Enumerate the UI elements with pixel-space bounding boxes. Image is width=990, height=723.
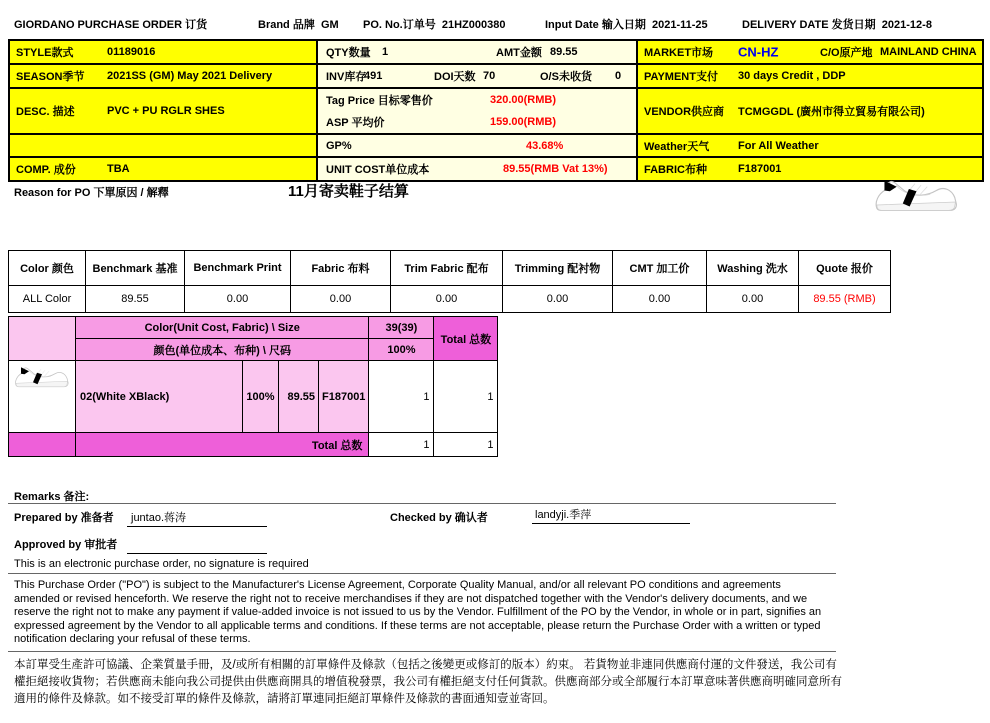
- inventory-label: INV库存: [326, 71, 367, 83]
- total-row-image-cell: [9, 433, 76, 457]
- divider-line-3: [8, 651, 836, 652]
- color-data-row: [9, 361, 498, 433]
- order-header-block: [8, 39, 984, 182]
- colorway-pct-cell: 100%: [243, 361, 279, 433]
- benchmark-data-row: [9, 286, 891, 313]
- colorway-fabric-cell: F187001: [319, 361, 369, 433]
- prepared-by-label: Prepared by 准备者: [14, 512, 114, 524]
- size-header-row-1: [9, 317, 498, 339]
- unit-cost-label: UNIT COST单位成本: [326, 164, 430, 176]
- season-label: SEASON季节: [16, 71, 85, 83]
- weather-label: Weather天气: [644, 140, 710, 153]
- electronic-po-note: This is an electronic purchase order, no signature is required: [14, 558, 309, 570]
- description-row: [10, 87, 982, 133]
- colorway-cost-cell: 89.55: [279, 361, 319, 433]
- doi-value: 70: [483, 70, 496, 82]
- checked-signature-line: [532, 523, 690, 524]
- col-header-color: Color 颜色: [9, 251, 86, 286]
- gp-row: [10, 133, 982, 156]
- input-date-field: [545, 16, 708, 32]
- colorway-total-cell: 1: [434, 361, 498, 433]
- row-shoe-image: [11, 363, 71, 393]
- cell-quote: 89.55 (RMB): [799, 286, 891, 313]
- market-label: MARKET市场: [644, 47, 714, 59]
- col-header-washing: Washing 洗水: [707, 251, 799, 286]
- divider-line-2: [8, 573, 836, 574]
- style-value: 01189016: [107, 46, 156, 58]
- checked-by-label: Checked by 确认者: [390, 512, 488, 524]
- row-shoe-image-cell: [9, 361, 76, 433]
- amt-label: AMT金额: [496, 47, 542, 59]
- document-title: GIORDANO PURCHASE ORDER 订货: [14, 19, 208, 31]
- benchmark-cost-table: [8, 250, 891, 313]
- col-header-benchmark-print: Benchmark Print: [185, 251, 291, 286]
- size-header-row-2: [9, 339, 498, 361]
- vendor-label: VENDOR供应商: [644, 106, 725, 118]
- prepared-signature-line: [127, 526, 267, 527]
- delivery-date-field: [742, 16, 932, 32]
- input-date-value: 2021-11-25: [651, 19, 708, 31]
- checked-by-value: landyji.季萍: [535, 509, 592, 521]
- season-value: 2021SS (GM) May 2021 Delivery: [107, 70, 273, 82]
- country-of-origin-value: MAINLAND CHINA: [880, 46, 977, 58]
- weather-value: For All Weather: [738, 139, 819, 152]
- prepared-by-value: juntao.蒋涛: [131, 512, 187, 524]
- color-size-table: [8, 316, 498, 457]
- description-label: DESC. 描述: [16, 106, 75, 118]
- payment-label: PAYMENT支付: [644, 71, 718, 83]
- total-row-label: Total 总数: [76, 433, 369, 457]
- unit-cost-value: 89.55(RMB Vat 13%): [503, 163, 608, 175]
- brand-label: Brand 品牌: [258, 19, 315, 31]
- size-39-header: 39(39): [369, 317, 434, 339]
- style-label: STYLE款式: [16, 47, 74, 59]
- fabric-label: FABRIC布种: [644, 164, 707, 176]
- total-row: [9, 433, 498, 457]
- brand-field: [258, 16, 339, 32]
- legal-terms-chinese: 本訂單受生產許可協議、企業質量手冊，及/或所有相關的訂單條件及條款（包括之後變更或修訂的版本）約束。 若貨物並非連同供應商付運的文件發送，我公司有權拒絕接收貨物；若供應商未能向我公司提供由供應商開具的增值稅發票，我公司有權拒絕支付任何貨款。供應商部分或全部履行本訂單意味著供應商明確同意所有適用的條件及條款。如不接受訂單的條件及條款，請將訂單連同拒絕訂單條件及條款的書面通知壹並寄回。: [14, 659, 842, 705]
- group-header-en: Color(Unit Cost, Fabric) \ Size: [76, 317, 369, 339]
- po-number-value: 21HZ000380: [441, 19, 506, 31]
- country-of-origin-label: C/O原产地: [820, 47, 873, 59]
- reason-note: 11月寄卖鞋子结算: [288, 183, 409, 200]
- brand-value: GM: [320, 19, 339, 31]
- composition-value: TBA: [107, 163, 130, 175]
- style-row: [10, 41, 982, 63]
- input-date-label: Input Date 输入日期: [545, 19, 646, 31]
- image-header-cell: [9, 317, 76, 361]
- col-header-trimming: Trimming 配衬物: [503, 251, 613, 286]
- product-shoe-image: [868, 176, 962, 218]
- divider-line-1: [8, 503, 836, 504]
- total-row-total: 1: [434, 433, 498, 457]
- composition-label: COMP. 成份: [16, 164, 76, 176]
- benchmark-header-row: [9, 251, 891, 286]
- market-value: CN-HZ: [738, 44, 779, 60]
- cell-cmt: 0.00: [613, 286, 707, 313]
- cell-benchmark: 89.55: [86, 286, 185, 313]
- col-header-cmt: CMT 加工价: [613, 251, 707, 286]
- description-value: PVC + PU RGLR SHES: [107, 105, 225, 117]
- delivery-date-label: DELIVERY DATE 发货日期: [742, 19, 876, 31]
- size-pct-header: 100%: [369, 339, 434, 361]
- asp-value: 159.00(RMB): [490, 116, 557, 128]
- outstanding-value: 0: [615, 70, 622, 82]
- approved-signature-line: [127, 553, 267, 554]
- remarks-title: Remarks 备注:: [14, 491, 90, 503]
- gp-value: 43.68%: [526, 139, 564, 152]
- col-header-trim-fabric: Trim Fabric 配布: [391, 251, 503, 286]
- legal-terms-english: This Purchase Order ("PO") is subject to the Manufacturer's License Agreement, Corporate Quality Manual, and/or all relevant PO conditions and agreements amended or revised henceforth. We reserve the right not to receive merchandises if they are not dispatched together with the Vendor's delivery documents, and we reserve the right not to make any payment if value-added invoice is not issued to us by the Vendor. Fulfillment of the PO by the Vendor, in whole or in part, signifies an expressed agreement by the Vendor to all applicable terms and conditions. If these terms are not acceptable, please return the Purchase Order with a written or typed notification declaring your refusal of these terms.: [14, 579, 822, 646]
- delivery-date-value: 2021-12-8: [881, 19, 932, 31]
- qty-label: QTY数量: [326, 47, 371, 59]
- qty-value: 1: [382, 46, 389, 58]
- payment-value: 30 days Credit , DDP: [738, 70, 846, 82]
- cell-fabric: 0.00: [291, 286, 391, 313]
- tag-price-label: Tag Price 目标零售价: [326, 95, 433, 107]
- amt-value: 89.55: [550, 46, 578, 58]
- total-header: Total 总数: [434, 317, 498, 361]
- tag-price-value: 320.00(RMB): [490, 94, 557, 106]
- colorway-cell: 02(White XBlack): [76, 361, 243, 433]
- reason-for-po-label: Reason for PO 下單原因 / 解釋: [14, 187, 169, 199]
- col-header-benchmark: Benchmark 基准: [86, 251, 185, 286]
- vendor-value: TCMGGDL (廣州市得立貿易有限公司): [738, 106, 925, 118]
- total-row-qty: 1: [369, 433, 434, 457]
- approved-by-label: Approved by 审批者: [14, 539, 118, 551]
- composition-row: [10, 156, 982, 180]
- asp-label: ASP 平均价: [326, 117, 385, 129]
- cell-trimming: 0.00: [503, 286, 613, 313]
- season-row: [10, 63, 982, 87]
- po-number-field: [363, 16, 505, 32]
- group-header-cn: 颜色(单位成本、布种) \ 尺码: [76, 339, 369, 361]
- cell-trim-fabric: 0.00: [391, 286, 503, 313]
- cell-benchmark-print: 0.00: [185, 286, 291, 313]
- colorway-qty-cell: 1: [369, 361, 434, 433]
- po-number-label: PO. No.订单号: [363, 19, 436, 31]
- fabric-value: F187001: [738, 163, 782, 175]
- col-header-fabric: Fabric 布料: [291, 251, 391, 286]
- col-header-quote: Quote 报价: [799, 251, 891, 286]
- cell-washing: 0.00: [707, 286, 799, 313]
- outstanding-label: O/S未收货: [540, 71, 592, 83]
- cell-color: ALL Color: [9, 286, 86, 313]
- gp-label: GP%: [326, 139, 352, 152]
- inventory-value: 491: [364, 70, 383, 82]
- doi-label: DOI天数: [434, 71, 476, 83]
